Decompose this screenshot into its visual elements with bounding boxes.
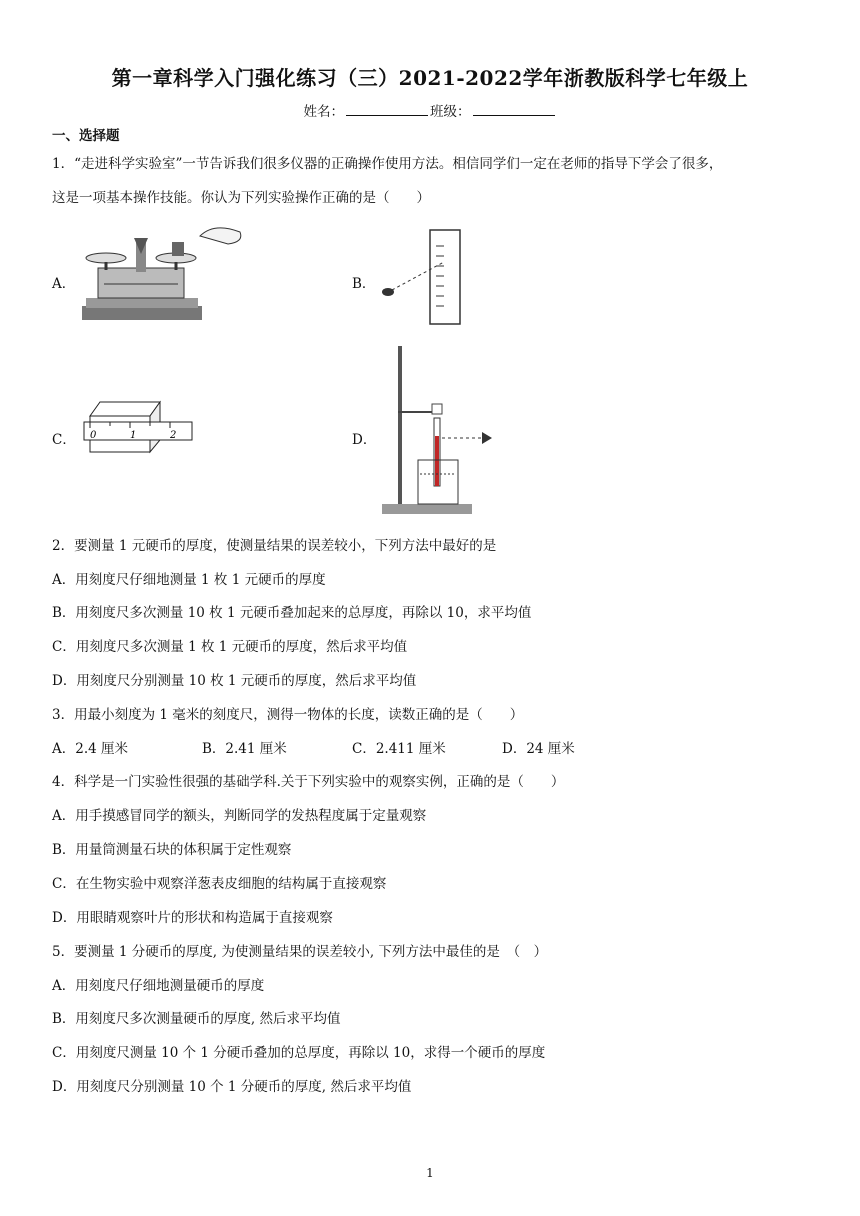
q2-stem: 2．要测量 1 元硬币的厚度，使测量结果的误差较小，下列方法中最好的是 [52,538,497,554]
name-blank[interactable] [346,103,428,116]
q1-option-a-label: A． [52,276,76,292]
page-title: 第一章科学入门强化练习（三）2021-2022学年浙教版科学七年级上 [111,66,749,90]
q5-option-b: B．用刻度尺多次测量硬币的厚度, 然后求平均值 [52,1011,341,1027]
q4-option-d: D．用眼睛观察叶片的形状和构造属于直接观察 [52,910,333,926]
q2-option-d: D．用刻度尺分别测量 10 枚 1 元硬币的厚度，然后求平均值 [52,673,417,689]
q4-option-a: A．用手摸感冒同学的额头，判断同学的发热程度属于定量观察 [52,808,427,824]
section-heading: 一、选择题 [52,128,120,144]
q3-option-a: A．2.4 厘米 [52,741,129,757]
q1-option-b-label: B． [352,276,376,292]
ruler-block-image [80,396,200,468]
q3-stem: 3．用最小刻度为 1 毫米的刻度尺，测得一物体的长度，读数正确的是（ ） [52,707,524,723]
q5-stem: 5．要测量 1 分硬币的厚度, 为使测量结果的误差较小, 下列方法中最佳的是 （ ） [52,944,548,960]
q1-stem-line1: 1．“走进科学实验室”一节告诉我们很多仪器的正确操作使用方法。相信同学们一定在老师的指导下学会了很多， [52,156,723,172]
q1-stem-line2: 这是一项基本操作技能。你认为下列实验操作正确的是（ ） [52,190,430,206]
balance-image [80,222,250,324]
thermometer-stand-image [378,344,508,520]
q4-stem: 4．科学是一门实验性很强的基础学科.关于下列实验中的观察实例，正确的是（ ） [52,774,565,790]
q4-option-c: C．在生物实验中观察洋葱表皮细胞的结构属于直接观察 [52,876,387,892]
q3-option-d: D．24 厘米 [502,741,575,757]
q3-option-b: B．2.41 厘米 [202,741,287,757]
class-blank[interactable] [473,103,555,116]
q2-option-a: A．用刻度尺仔细地测量 1 枚 1 元硬币的厚度 [52,572,326,588]
name-label: 姓名： [303,104,344,120]
q4-option-b: B．用量筒测量石块的体积属于定性观察 [52,842,292,858]
q5-option-d: D．用刻度尺分别测量 10 个 1 分硬币的厚度, 然后求平均值 [52,1079,412,1095]
q1-option-d-label: D． [352,432,377,448]
graduated-cylinder-image [378,226,468,326]
q5-option-c: C．用刻度尺测量 10 个 1 分硬币叠加的总厚度，再除以 10，求得一个硬币的厚度 [52,1045,546,1061]
ruler-tick-1: 1 [130,430,137,441]
page-number: 1 [426,1166,434,1180]
class-label: 班级： [430,104,471,120]
ruler-tick-2: 2 [170,430,177,441]
q1-option-c-label: C． [52,432,76,448]
q3-option-c: C．2.411 厘米 [352,741,446,757]
ruler-tick-0: 0 [90,430,97,441]
q5-option-a: A．用刻度尺仔细地测量硬币的厚度 [52,978,265,994]
q2-option-c: C．用刻度尺多次测量 1 枚 1 元硬币的厚度，然后求平均值 [52,639,408,655]
student-info [0,100,860,120]
q2-option-b: B．用刻度尺多次测量 10 枚 1 元硬币叠加起来的总厚度，再除以 10，求平均值 [52,605,532,621]
